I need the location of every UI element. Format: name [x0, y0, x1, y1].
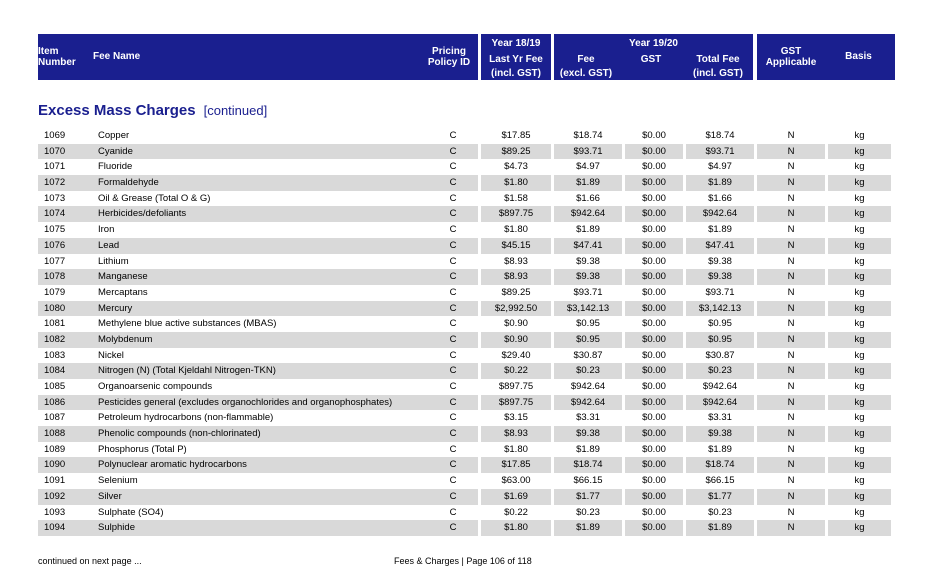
item-number-cell: 1082 — [38, 332, 88, 348]
item-number-cell: 1077 — [44, 255, 66, 267]
fee-name-cell: Polynuclear aromatic hydrocarbons — [88, 457, 478, 473]
fee-name-cell: Phenolic compounds (non-chlorinated) — [88, 426, 478, 442]
fee-name-cell: Organoarsenic compounds — [98, 381, 213, 392]
fee-cell: $1.89 — [576, 224, 600, 236]
total-fee-cell: $942.64 — [686, 206, 754, 222]
fee-cell: $93.71 — [554, 144, 622, 160]
gst-applicable-cell: N — [757, 332, 825, 348]
fee-cell: $93.71 — [573, 286, 603, 298]
item-number-cell: 1092 — [38, 489, 88, 505]
gst-cell: $0.00 — [625, 175, 683, 191]
table-row — [38, 332, 891, 348]
gst-cell: $0.00 — [625, 269, 683, 285]
footer-continued: continued on next page ... — [38, 556, 142, 566]
pricing-policy-cell: C — [449, 224, 457, 236]
last-year-fee-cell: $897.75 — [481, 395, 551, 411]
item-number-cell: 1087 — [44, 412, 66, 424]
basis-cell: kg — [828, 332, 891, 348]
last-year-fee-cell: $0.22 — [481, 363, 551, 379]
last-year-fee-cell: $63.00 — [501, 475, 531, 487]
item-number-cell: 1091 — [44, 475, 66, 487]
fee-cell: $18.74 — [573, 130, 603, 141]
gst-applicable-cell: N — [757, 301, 825, 317]
gst-applicable-cell: N — [787, 318, 795, 330]
last-year-fee-cell: $897.75 — [481, 206, 551, 222]
table-row — [38, 442, 891, 458]
gst-applicable-cell: N — [787, 192, 795, 204]
gst-cell: $0.00 — [642, 443, 666, 455]
fee-name-cell: Manganese — [88, 269, 478, 285]
table-row — [38, 316, 891, 332]
fee-cell: $18.74 — [554, 457, 622, 473]
table-row — [38, 348, 891, 364]
total-fee-cell: $3,142.13 — [686, 301, 754, 317]
fee-cell: $942.64 — [554, 395, 622, 411]
last-year-fee-cell: $0.90 — [481, 332, 551, 348]
basis-cell: kg — [828, 520, 891, 536]
last-year-fee-cell: $89.25 — [501, 286, 531, 298]
fee-name-cell: Iron — [98, 224, 115, 236]
pricing-policy-cell: C — [449, 365, 457, 377]
item-number-cell: 1089 — [44, 443, 66, 455]
basis-cell: kg — [828, 489, 891, 505]
gst-applicable-cell: N — [757, 363, 825, 379]
gst-cell: $0.00 — [642, 506, 666, 518]
last-year-fee-cell: $29.40 — [501, 349, 531, 361]
header-fee-name: Fee Name — [93, 51, 141, 62]
basis-cell: kg — [854, 412, 865, 424]
table-row — [38, 254, 891, 270]
total-fee-cell: $1.77 — [686, 489, 754, 505]
pricing-policy-cell: C — [449, 161, 457, 173]
table-row — [38, 175, 891, 191]
gst-cell: $0.00 — [642, 286, 666, 298]
gst-applicable-cell: N — [787, 443, 795, 455]
fee-name-cell: Sulphate (SO4) — [98, 506, 164, 518]
gst-applicable-cell: N — [787, 224, 795, 236]
gst-cell: $0.00 — [642, 349, 666, 361]
fee-name-cell: Molybdenum — [88, 332, 478, 348]
header-year1: Year 18/19 — [491, 38, 541, 49]
fee-cell: $4.97 — [576, 161, 600, 173]
gst-cell: $0.00 — [642, 130, 666, 141]
item-number-cell: 1070 — [38, 144, 88, 160]
fee-cell: $1.89 — [576, 443, 600, 455]
gst-cell: $0.00 — [642, 255, 666, 267]
gst-cell: $0.00 — [625, 332, 683, 348]
table-row — [38, 191, 891, 207]
gst-cell: $0.00 — [625, 520, 683, 536]
basis-cell: kg — [854, 286, 865, 298]
gst-cell: $0.00 — [625, 206, 683, 222]
total-fee-cell: $93.71 — [686, 144, 754, 160]
table-row — [38, 410, 891, 426]
total-fee-cell: $9.38 — [708, 255, 732, 267]
total-fee-cell: $1.89 — [686, 175, 754, 191]
last-year-fee-cell: $1.80 — [481, 520, 551, 536]
item-number-cell: 1080 — [38, 301, 88, 317]
item-number-cell: 1071 — [44, 161, 66, 173]
basis-cell: kg — [854, 161, 865, 173]
pricing-policy-cell: C — [449, 412, 457, 424]
item-number-cell: 1094 — [38, 520, 88, 536]
fee-cell: $0.23 — [576, 506, 600, 518]
basis-cell: kg — [854, 318, 865, 330]
last-year-fee-cell: $1.80 — [504, 224, 528, 236]
gst-applicable-cell: N — [757, 395, 825, 411]
pricing-policy-cell: C — [449, 428, 457, 440]
basis-cell: kg — [828, 238, 891, 254]
last-year-fee-cell: $89.25 — [481, 144, 551, 160]
fee-name-cell: Nitrogen (N) (Total Kjeldahl Nitrogen-TKN) — [88, 363, 478, 379]
gst-applicable-cell: N — [757, 269, 825, 285]
item-number-cell: 1090 — [38, 457, 88, 473]
pricing-policy-cell: C — [449, 192, 457, 204]
last-year-fee-cell: $2,992.50 — [481, 301, 551, 317]
basis-cell: kg — [854, 224, 865, 236]
section-title — [38, 102, 267, 119]
fee-cell: $47.41 — [554, 238, 622, 254]
fee-cell: $3,142.13 — [554, 301, 622, 317]
fee-table — [38, 128, 891, 536]
gst-cell: $0.00 — [642, 318, 666, 330]
gst-applicable-cell: N — [787, 475, 795, 487]
header-band-main — [38, 34, 478, 80]
fee-cell: $942.64 — [570, 381, 606, 392]
table-row — [38, 238, 891, 254]
fee-name-cell: Lithium — [98, 255, 129, 267]
table-row — [38, 473, 891, 489]
last-year-fee-cell: $0.22 — [504, 506, 528, 518]
last-year-fee-cell: $17.85 — [481, 457, 551, 473]
header-band-gst — [757, 34, 895, 80]
table-row — [38, 222, 891, 238]
pricing-policy-cell: C — [449, 333, 457, 345]
gst-cell: $0.00 — [642, 192, 666, 204]
basis-cell: kg — [854, 381, 865, 392]
item-number-cell: 1083 — [44, 349, 66, 361]
gst-cell: $0.00 — [625, 301, 683, 317]
header-total-fee: Total Fee (incl. GST) — [693, 54, 743, 79]
gst-cell: $0.00 — [642, 224, 666, 236]
fee-cell: $1.77 — [554, 489, 622, 505]
last-year-fee-cell: $8.93 — [481, 426, 551, 442]
total-fee-cell: $93.71 — [705, 286, 735, 298]
pricing-policy-cell: C — [449, 381, 457, 392]
fee-name-cell: Cyanide — [88, 144, 478, 160]
basis-cell: kg — [828, 144, 891, 160]
header-gst: GST — [640, 54, 662, 65]
total-fee-cell: $1.89 — [686, 520, 754, 536]
header-item-number: Item Number — [38, 46, 76, 68]
basis-cell: kg — [854, 506, 865, 518]
total-fee-cell: $9.38 — [686, 426, 754, 442]
table-row — [38, 505, 891, 521]
fee-name-cell: Sulphide — [88, 520, 478, 536]
total-fee-cell: $1.89 — [708, 443, 732, 455]
pricing-policy-cell: C — [449, 490, 457, 502]
last-year-fee-cell: $45.15 — [481, 238, 551, 254]
pricing-policy-cell: C — [449, 130, 457, 141]
table-row — [38, 269, 891, 285]
item-number-cell: 1093 — [44, 506, 66, 518]
gst-applicable-cell: N — [787, 412, 795, 424]
fee-cell: $3.31 — [576, 412, 600, 424]
total-fee-cell: $1.66 — [708, 192, 732, 204]
header-year2: Year 19/20 — [629, 38, 678, 49]
table-row — [38, 395, 891, 411]
fee-name-cell: Fluoride — [98, 161, 133, 173]
fee-name-cell: Mercury — [88, 301, 478, 317]
basis-cell: kg — [828, 206, 891, 222]
header-band-year1 — [481, 34, 551, 80]
last-year-fee-cell: $1.80 — [481, 175, 551, 191]
fee-cell: $30.87 — [573, 349, 603, 361]
gst-applicable-cell: N — [757, 520, 825, 536]
total-fee-cell: $0.95 — [686, 332, 754, 348]
header-fee: Fee (excl. GST) — [559, 54, 613, 79]
fee-cell: $9.38 — [554, 269, 622, 285]
fee-name-cell: Selenium — [98, 475, 138, 487]
total-fee-cell: $3.31 — [708, 412, 732, 424]
header-basis: Basis — [845, 51, 872, 62]
header-gst-applicable: GST Applicable — [765, 46, 817, 68]
header-last-yr-fee: Last Yr Fee (incl. GST) — [489, 54, 543, 79]
pricing-policy-cell: C — [449, 459, 457, 471]
last-year-fee-cell: $1.80 — [504, 443, 528, 455]
item-number-cell: 1081 — [44, 318, 66, 330]
table-row — [38, 457, 891, 473]
last-year-fee-cell: $8.93 — [504, 255, 528, 267]
gst-cell: $0.00 — [642, 161, 666, 173]
fee-name-cell: Lead — [88, 238, 478, 254]
pricing-policy-cell: C — [449, 177, 457, 189]
pricing-policy-cell: C — [449, 255, 457, 267]
last-year-fee-cell: $3.15 — [504, 412, 528, 424]
total-fee-cell: $1.89 — [708, 224, 732, 236]
basis-cell: kg — [854, 130, 865, 141]
table-row — [38, 159, 891, 175]
basis-cell: kg — [854, 475, 865, 487]
table-row — [38, 363, 891, 379]
section-title-suffix: [continued] — [203, 103, 268, 118]
gst-applicable-cell: N — [787, 286, 795, 298]
pricing-policy-cell: C — [449, 475, 457, 487]
header-pricing-policy: Pricing Policy ID — [427, 46, 471, 68]
fee-name-cell: Methylene blue active substances (MBAS) — [98, 318, 277, 330]
gst-applicable-cell: N — [787, 161, 795, 173]
gst-applicable-cell: N — [757, 489, 825, 505]
gst-cell: $0.00 — [625, 363, 683, 379]
basis-cell: kg — [854, 349, 865, 361]
gst-applicable-cell: N — [757, 238, 825, 254]
gst-applicable-cell: N — [757, 144, 825, 160]
gst-applicable-cell: N — [757, 175, 825, 191]
table-row — [38, 128, 891, 144]
fee-cell: $1.89 — [554, 175, 622, 191]
total-fee-cell: $47.41 — [686, 238, 754, 254]
gst-cell: $0.00 — [625, 395, 683, 411]
fee-name-cell: Formaldehyde — [88, 175, 478, 191]
basis-cell: kg — [854, 192, 865, 204]
fee-cell: $9.38 — [576, 255, 600, 267]
gst-cell: $0.00 — [625, 238, 683, 254]
total-fee-cell: $9.38 — [686, 269, 754, 285]
fee-name-cell: Petroleum hydrocarbons (non-flammable) — [98, 412, 274, 424]
gst-cell: $0.00 — [625, 426, 683, 442]
gst-cell: $0.00 — [642, 381, 666, 392]
last-year-fee-cell: $897.75 — [498, 381, 534, 392]
table-row — [38, 426, 891, 442]
basis-cell: kg — [854, 443, 865, 455]
basis-cell: kg — [828, 301, 891, 317]
item-number-cell: 1076 — [38, 238, 88, 254]
total-fee-cell: $18.74 — [686, 457, 754, 473]
item-number-cell: 1072 — [38, 175, 88, 191]
gst-applicable-cell: N — [787, 255, 795, 267]
fee-name-cell: Herbicides/defoliants — [88, 206, 478, 222]
basis-cell: kg — [828, 363, 891, 379]
pricing-policy-cell: C — [449, 302, 457, 314]
pricing-policy-cell: C — [449, 145, 457, 157]
basis-cell: kg — [828, 426, 891, 442]
pricing-policy-cell: C — [449, 286, 457, 298]
fee-cell: $1.66 — [576, 192, 600, 204]
last-year-fee-cell: $1.58 — [504, 192, 528, 204]
basis-cell: kg — [828, 395, 891, 411]
total-fee-cell: $30.87 — [705, 349, 735, 361]
gst-cell: $0.00 — [642, 412, 666, 424]
total-fee-cell: $942.64 — [686, 395, 754, 411]
basis-cell: kg — [828, 175, 891, 191]
item-number-cell: 1085 — [44, 381, 66, 392]
footer-page-number: Fees & Charges | Page 106 of 118 — [394, 556, 532, 566]
fee-name-cell: Phosphorus (Total P) — [98, 443, 187, 455]
gst-cell: $0.00 — [625, 144, 683, 160]
last-year-fee-cell: $8.93 — [481, 269, 551, 285]
pricing-policy-cell: C — [449, 349, 457, 361]
gst-cell: $0.00 — [625, 457, 683, 473]
item-number-cell: 1073 — [44, 192, 66, 204]
item-number-cell: 1088 — [38, 426, 88, 442]
total-fee-cell: $0.95 — [708, 318, 732, 330]
table-row — [38, 520, 891, 536]
gst-cell: $0.00 — [642, 475, 666, 487]
table-row — [38, 379, 891, 395]
fee-name-cell: Pesticides general (excludes organochlorides and organophosphates) — [88, 395, 478, 411]
total-fee-cell: $18.74 — [705, 130, 735, 141]
gst-applicable-cell: N — [787, 381, 795, 392]
item-number-cell: 1074 — [38, 206, 88, 222]
fee-name-cell: Mercaptans — [98, 286, 148, 298]
item-number-cell: 1086 — [38, 395, 88, 411]
pricing-policy-cell: C — [449, 271, 457, 283]
pricing-policy-cell: C — [449, 506, 457, 518]
fee-cell: $1.89 — [554, 520, 622, 536]
pricing-policy-cell: C — [449, 443, 457, 455]
gst-applicable-cell: N — [757, 426, 825, 442]
item-number-cell: 1084 — [38, 363, 88, 379]
gst-cell: $0.00 — [625, 489, 683, 505]
gst-applicable-cell: N — [757, 206, 825, 222]
fee-cell: $0.95 — [576, 318, 600, 330]
table-row — [38, 206, 891, 222]
basis-cell: kg — [828, 457, 891, 473]
total-fee-cell: $942.64 — [702, 381, 738, 392]
gst-applicable-cell: N — [787, 130, 795, 141]
pricing-policy-cell: C — [449, 208, 457, 220]
item-number-cell: 1069 — [44, 130, 66, 141]
pricing-policy-cell: C — [449, 396, 457, 408]
fee-cell: $942.64 — [554, 206, 622, 222]
table-row — [38, 285, 891, 301]
pricing-policy-cell: C — [449, 239, 457, 251]
gst-applicable-cell: N — [787, 506, 795, 518]
total-fee-cell: $0.23 — [686, 363, 754, 379]
pricing-policy-cell: C — [449, 318, 457, 330]
basis-cell: kg — [854, 255, 865, 267]
fee-name-cell: Silver — [88, 489, 478, 505]
item-number-cell: 1075 — [44, 224, 66, 236]
gst-applicable-cell: N — [757, 457, 825, 473]
table-row — [38, 489, 891, 505]
last-year-fee-cell: $1.69 — [481, 489, 551, 505]
fee-cell: $0.95 — [554, 332, 622, 348]
fee-cell: $9.38 — [554, 426, 622, 442]
fee-cell: $66.15 — [573, 475, 603, 487]
fee-cell: $0.23 — [554, 363, 622, 379]
item-number-cell: 1079 — [44, 286, 66, 298]
header-band-year2 — [554, 34, 753, 80]
table-row — [38, 144, 891, 160]
total-fee-cell: $66.15 — [705, 475, 735, 487]
basis-cell: kg — [828, 269, 891, 285]
total-fee-cell: $0.23 — [708, 506, 732, 518]
table-row — [38, 301, 891, 317]
fee-name-cell: Copper — [98, 130, 130, 141]
fee-name-cell: Oil & Grease (Total O & G) — [98, 192, 211, 204]
last-year-fee-cell: $17.85 — [501, 130, 531, 141]
item-number-cell: 1078 — [38, 269, 88, 285]
last-year-fee-cell: $4.73 — [504, 161, 528, 173]
pricing-policy-cell: C — [449, 522, 457, 534]
gst-applicable-cell: N — [787, 349, 795, 361]
fee-name-cell: Nickel — [98, 349, 124, 361]
last-year-fee-cell: $0.90 — [504, 318, 528, 330]
section-title-text: Excess Mass Charges — [38, 102, 196, 119]
total-fee-cell: $4.97 — [708, 161, 732, 173]
